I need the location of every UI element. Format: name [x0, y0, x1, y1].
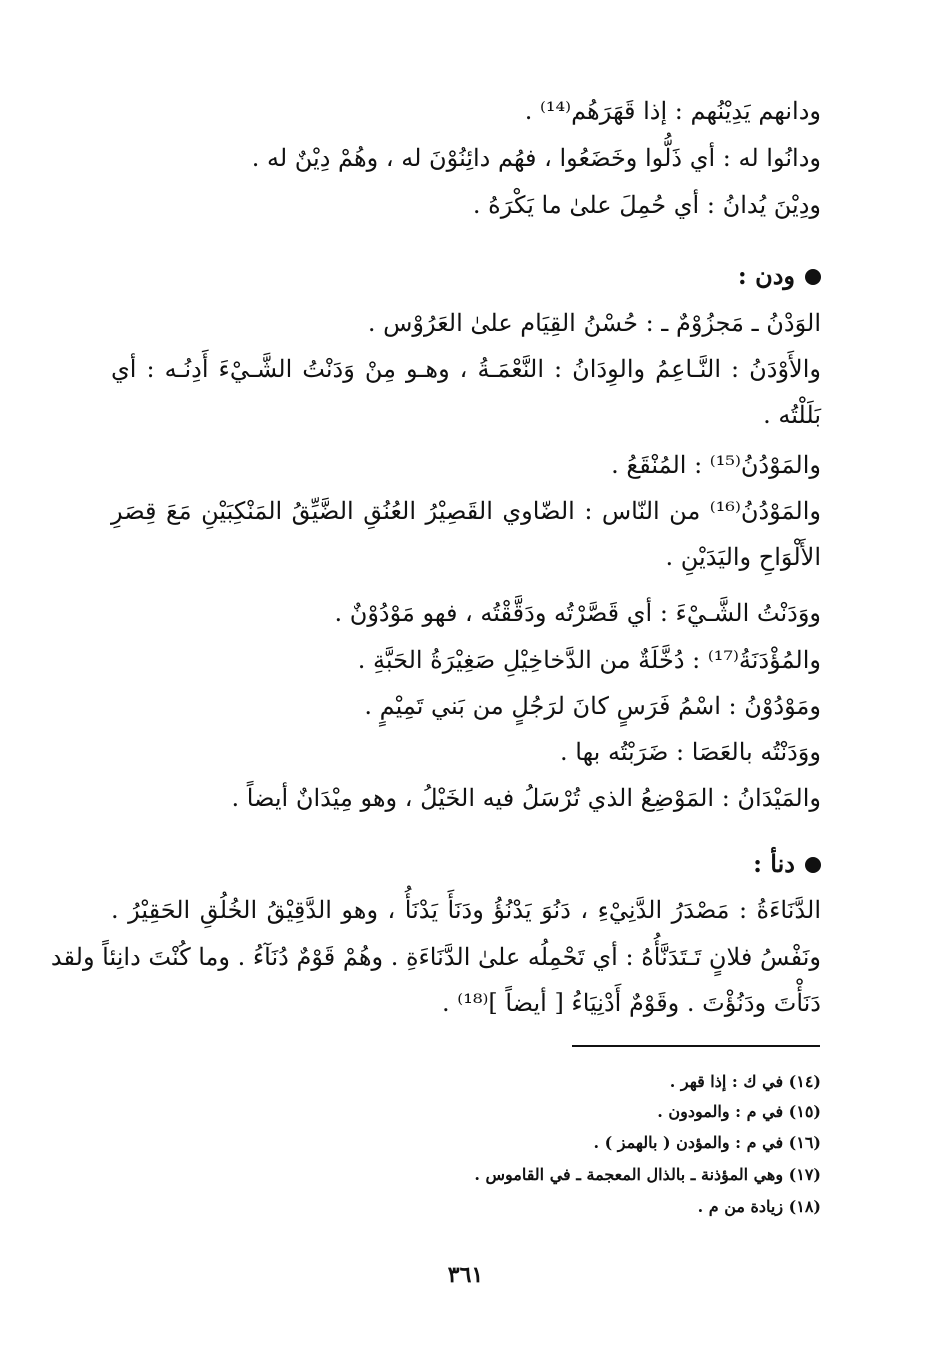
page-number: ٣٦١ — [447, 1262, 484, 1288]
bullet-icon — [805, 857, 821, 873]
entry-heading-label: ودن : — [737, 261, 795, 290]
footnote: (١٤) في ك : إذا قهر . — [669, 1072, 821, 1091]
text-line: ووَدَنْتُ الشَّـيْءَ : أي قَصَّرْتُه ودَقَّقْتُه ، فهو مَوْدُوْنٌ . — [334, 599, 821, 627]
text-line: والمَوْدُنُ⁽¹⁵⁾ : المُنْقَعُ . — [611, 451, 821, 479]
entry-heading — [753, 846, 821, 882]
footnote: (١٧) وهي المؤذنة ـ بالذال المعجمة ـ في القاموس . — [474, 1165, 821, 1184]
text-line: ودِيْنَ يُدانُ : أي حُمِلَ علىٰ ما يَكْرَهُ . — [472, 191, 821, 219]
entry-heading-label: دنأ : — [753, 849, 795, 878]
text-line: ودانهم يَدِيْنُهم : إذا قَهَرَهُم⁽¹⁴⁾ . — [524, 97, 821, 125]
footnote-divider — [572, 1045, 820, 1047]
footnote: (١٨) زيادة من م . — [697, 1197, 821, 1216]
bullet-icon — [805, 269, 821, 285]
entry-heading — [738, 258, 821, 294]
text-line: ونَفْسُ فلانٍ تَـتَدَنَّأُهُ : أي تَحْمِلُه علىٰ الدَّنَاءَةِ . وهُمْ قَوْمٌ دُنَآءُ . وما كُنْتَ دانِئاً ولقد — [50, 943, 821, 971]
text-line: الوَدْنُ ـ مَجزُوْمٌ ـ : حُسْنُ القِيَام علىٰ العَرُوْس . — [367, 309, 821, 337]
text-line: ومَوْدُوْنُ : اسْمُ فَرَسٍ كانَ لرَجُلٍ من بَني تَمِيْمٍ . — [364, 692, 821, 720]
footnote: (١٦) في م : والمؤدن ( بالهمز ) . — [593, 1133, 821, 1152]
text-line: والمَوْدُنُ⁽¹⁶⁾ من النّاس : الضّاوي القَصِيْرُ العُنُقِ الضَّيِّقُ المَنْكِبَيْنِ مَعَ قِصَرِ — [111, 497, 821, 525]
footnote: (١٥) في م : والمودون . — [657, 1102, 821, 1121]
text-line: بَلَلْتُه . — [763, 401, 821, 429]
text-line: ودانُوا له : أي ذَلُّوا وخَضَعُوا ، فهُم دائِنُوْنَ له ، وهُمْ دِيْنٌ له . — [251, 144, 821, 172]
text-line: ووَدَنْتُه بالعَصَا : ضَرَبْتُه بها . — [560, 738, 821, 766]
text-line: والمَيْدَانُ : المَوْضِعُ الذي تُرْسَلُ فيه الخَيْلُ ، وهو مِيْدَانٌ أيضاً . — [231, 784, 821, 812]
text-line: والمُؤْدَنَةُ⁽¹⁷⁾ : دُخَّلَةٌ من الدَّخاخِيْلِ صَغِيْرَةُ الحَبَّةِ . — [357, 646, 821, 674]
text-line: الأَلْوَاحِ واليَدَيْنِ . — [665, 543, 821, 571]
text-line: الدَّنَاءَةُ : مَصْدَرُ الدَّنِيْءِ ، دَنُوَ يَدْنُؤُ ودَنَأَ يَدْنَأُ ، وهو الدَّقِيْقُ الخُلُقِ الحَقِيْرُ . — [111, 896, 821, 924]
text-line: دَنَأْتَ ودَنُؤْتَ . وقَوْمٌ أَدْنِيَاءُ [ أيضاً ]⁽¹⁸⁾ . — [442, 989, 821, 1017]
text-line: والأَوْدَنُ : النَّـاعِمُ والوِدَانُ : النَّعْمَـةُ ، وهـو مِنْ وَدَنْتُ الشَّـيْءَ أَدِنُـه : أي — [111, 355, 821, 383]
